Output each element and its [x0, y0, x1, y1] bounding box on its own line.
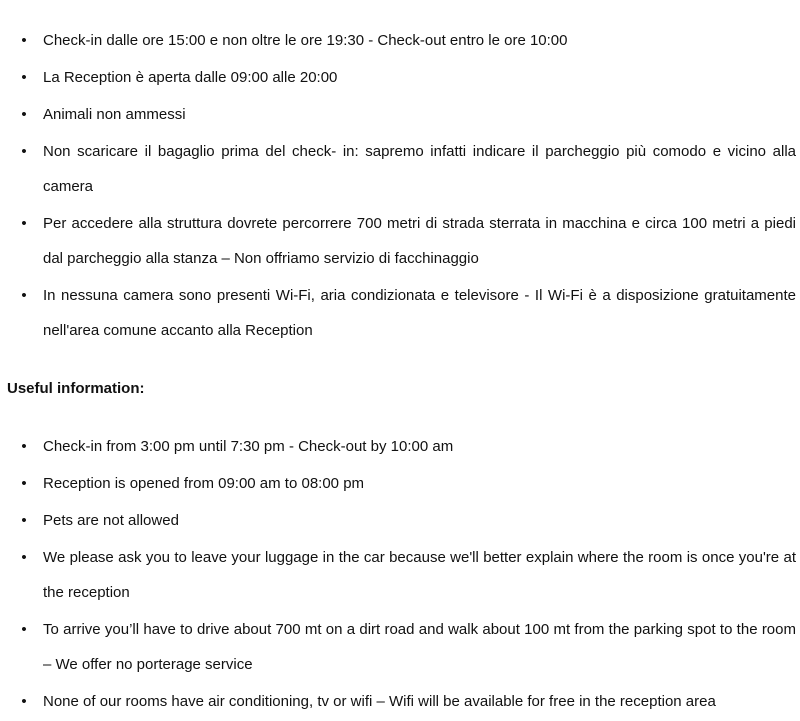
list-item-text: To arrive you’ll have to drive about 700 mt on a dirt road and walk about 100 mt from the parking spot to the room – We offer no porterage service: [43, 621, 796, 673]
bullet-icon: •: [21, 106, 27, 123]
list-item-text: Reception is opened from 09:00 am to 08:00 pm: [43, 475, 365, 492]
list-item: [0, 97, 800, 132]
bullet-icon: •: [21, 621, 27, 638]
bullet-icon: •: [21, 215, 27, 232]
list-item-text: Animali non ammessi: [43, 106, 186, 123]
list-item-text: In nessuna camera sono presenti Wi-Fi, aria condizionata e televisore - Il Wi-Fi è a disposizione gratuitamente nell'area comune accanto alla Reception: [43, 287, 796, 339]
list-item: [0, 134, 800, 204]
list-item: [0, 503, 800, 538]
list-item: [0, 60, 800, 95]
list-item-text: Check-in from 3:00 pm until 7:30 pm - Check-out by 10:00 am: [43, 438, 454, 455]
list-item: [0, 684, 800, 719]
bullet-icon: •: [21, 438, 27, 455]
list-item: [0, 429, 800, 464]
list-item: [0, 612, 800, 682]
bullet-icon: •: [21, 693, 27, 710]
english-info-list: [0, 429, 800, 721]
list-item-text: We please ask you to leave your luggage in the car because we'll better explain where the room is once you're at the reception: [43, 549, 796, 601]
list-item-text: La Reception è aperta dalle 09:00 alle 20:00: [43, 69, 338, 86]
italian-info-list: [0, 23, 800, 350]
list-item-text: Non scaricare il bagaglio prima del check- in: sapremo infatti indicare il parcheggio più comodo e vicino alla camera: [43, 143, 796, 195]
bullet-icon: •: [21, 475, 27, 492]
bullet-icon: •: [21, 512, 27, 529]
list-item-text: Per accedere alla struttura dovrete percorrere 700 metri di strada sterrata in macchina e circa 100 metri a piedi dal parcheggio alla stanza – Non offriamo servizio di facchinaggio: [43, 215, 796, 267]
list-item: [0, 206, 800, 276]
list-item: [0, 278, 800, 348]
bullet-icon: •: [21, 69, 27, 86]
list-item-text: Pets are not allowed: [43, 512, 179, 529]
useful-information-heading: Useful information:: [7, 380, 145, 397]
bullet-icon: •: [21, 32, 27, 49]
list-item: [0, 540, 800, 610]
list-item-text: None of our rooms have air conditioning, tv or wifi – Wifi will be available for free in the reception area: [43, 693, 716, 710]
bullet-icon: •: [21, 287, 27, 304]
list-item-text: Check-in dalle ore 15:00 e non oltre le ore 19:30 - Check-out entro le ore 10:00: [43, 32, 568, 49]
bullet-icon: •: [21, 549, 27, 566]
bullet-icon: •: [21, 143, 27, 160]
list-item: [0, 23, 800, 58]
list-item: [0, 466, 800, 501]
